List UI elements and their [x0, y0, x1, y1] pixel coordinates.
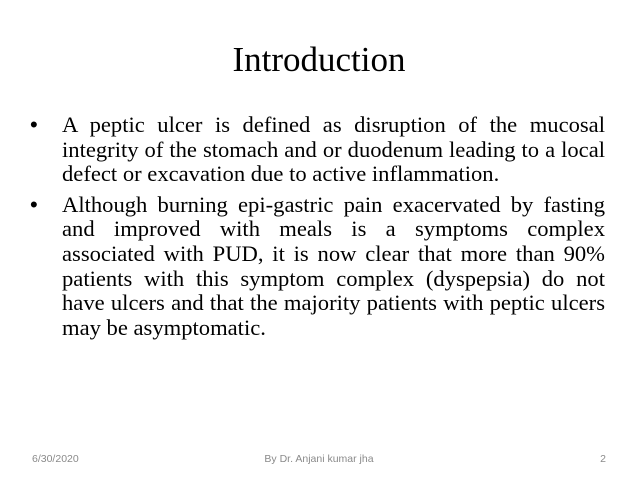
- bullet-icon: •: [30, 191, 38, 217]
- bullet-text: Although burning epi-gastric pain exacervated by fasting and improved with meals is a symptoms complex associated with PUD, it is now clear that more than 90% patients with this symptom complex (dyspepsia) do not have ulcers and that the majority patients with peptic ulcers may be asymptomatic.: [62, 191, 605, 340]
- slide-title: Introduction: [232, 40, 406, 79]
- bullet-icon: •: [30, 112, 38, 137]
- bullet-text: A peptic ulcer is defined as disruption of the mucosal integrity of the stomach and or duodenum leading to a local defect or excavation due to active inflammation.: [62, 112, 605, 187]
- bullet-item: [30, 113, 605, 187]
- footer-date: 6/30/2020: [32, 453, 79, 465]
- footer-author: By Dr. Anjani kumar jha: [264, 453, 374, 465]
- page-number: 2: [600, 453, 606, 465]
- bullet-item: [30, 193, 605, 341]
- slide-content: [30, 113, 605, 346]
